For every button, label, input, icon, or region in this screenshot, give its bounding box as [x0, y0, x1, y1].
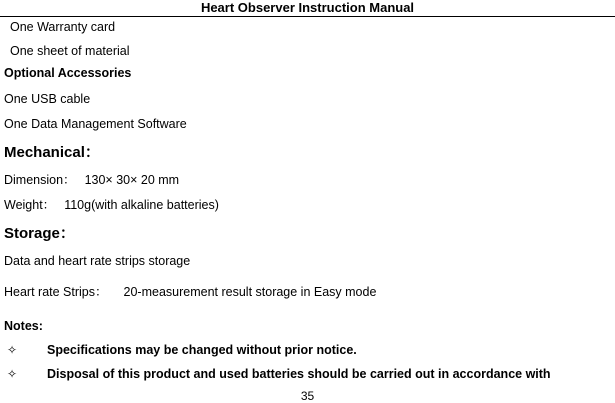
- notes-heading: Notes:: [4, 319, 43, 333]
- dimension-value: 130× 30× 20 mm: [84, 173, 180, 187]
- page-number: 35: [300, 389, 315, 403]
- weight-row: [4, 197, 219, 213]
- accessory-item: One Data Management Software: [4, 117, 187, 131]
- note-item: Specifications may be changed without prior notice.: [47, 343, 357, 357]
- storage-heading: Storage：: [4, 225, 75, 242]
- dimension-row: [4, 172, 179, 188]
- optional-accessories-heading: Optional Accessories: [4, 66, 132, 80]
- accessory-item: One USB cable: [4, 92, 91, 106]
- weight-label: Weight：: [4, 198, 56, 212]
- heart-rate-strips-row: [4, 284, 376, 300]
- diamond-outline-icon: ✧: [7, 343, 18, 357]
- warranty-card-item: One Warranty card: [10, 20, 116, 34]
- storage-description: Data and heart rate strips storage: [4, 254, 191, 268]
- mechanical-heading: Mechanical：: [4, 144, 100, 161]
- page-header-title: Heart Observer Instruction Manual: [200, 0, 415, 15]
- material-sheet-item: One sheet of material: [10, 44, 130, 58]
- note-item: Disposal of this product and used batteries should be carried out in accordance with: [47, 367, 551, 381]
- weight-value: 110g(with alkaline batteries): [64, 198, 219, 212]
- dimension-label: Dimension：: [4, 173, 76, 187]
- diamond-outline-icon: ✧: [7, 367, 18, 381]
- heart-rate-strips-value: 20-measurement result storage in Easy mode: [123, 285, 377, 299]
- heart-rate-strips-label: Heart rate Strips：: [4, 285, 108, 299]
- page-header: [0, 0, 615, 17]
